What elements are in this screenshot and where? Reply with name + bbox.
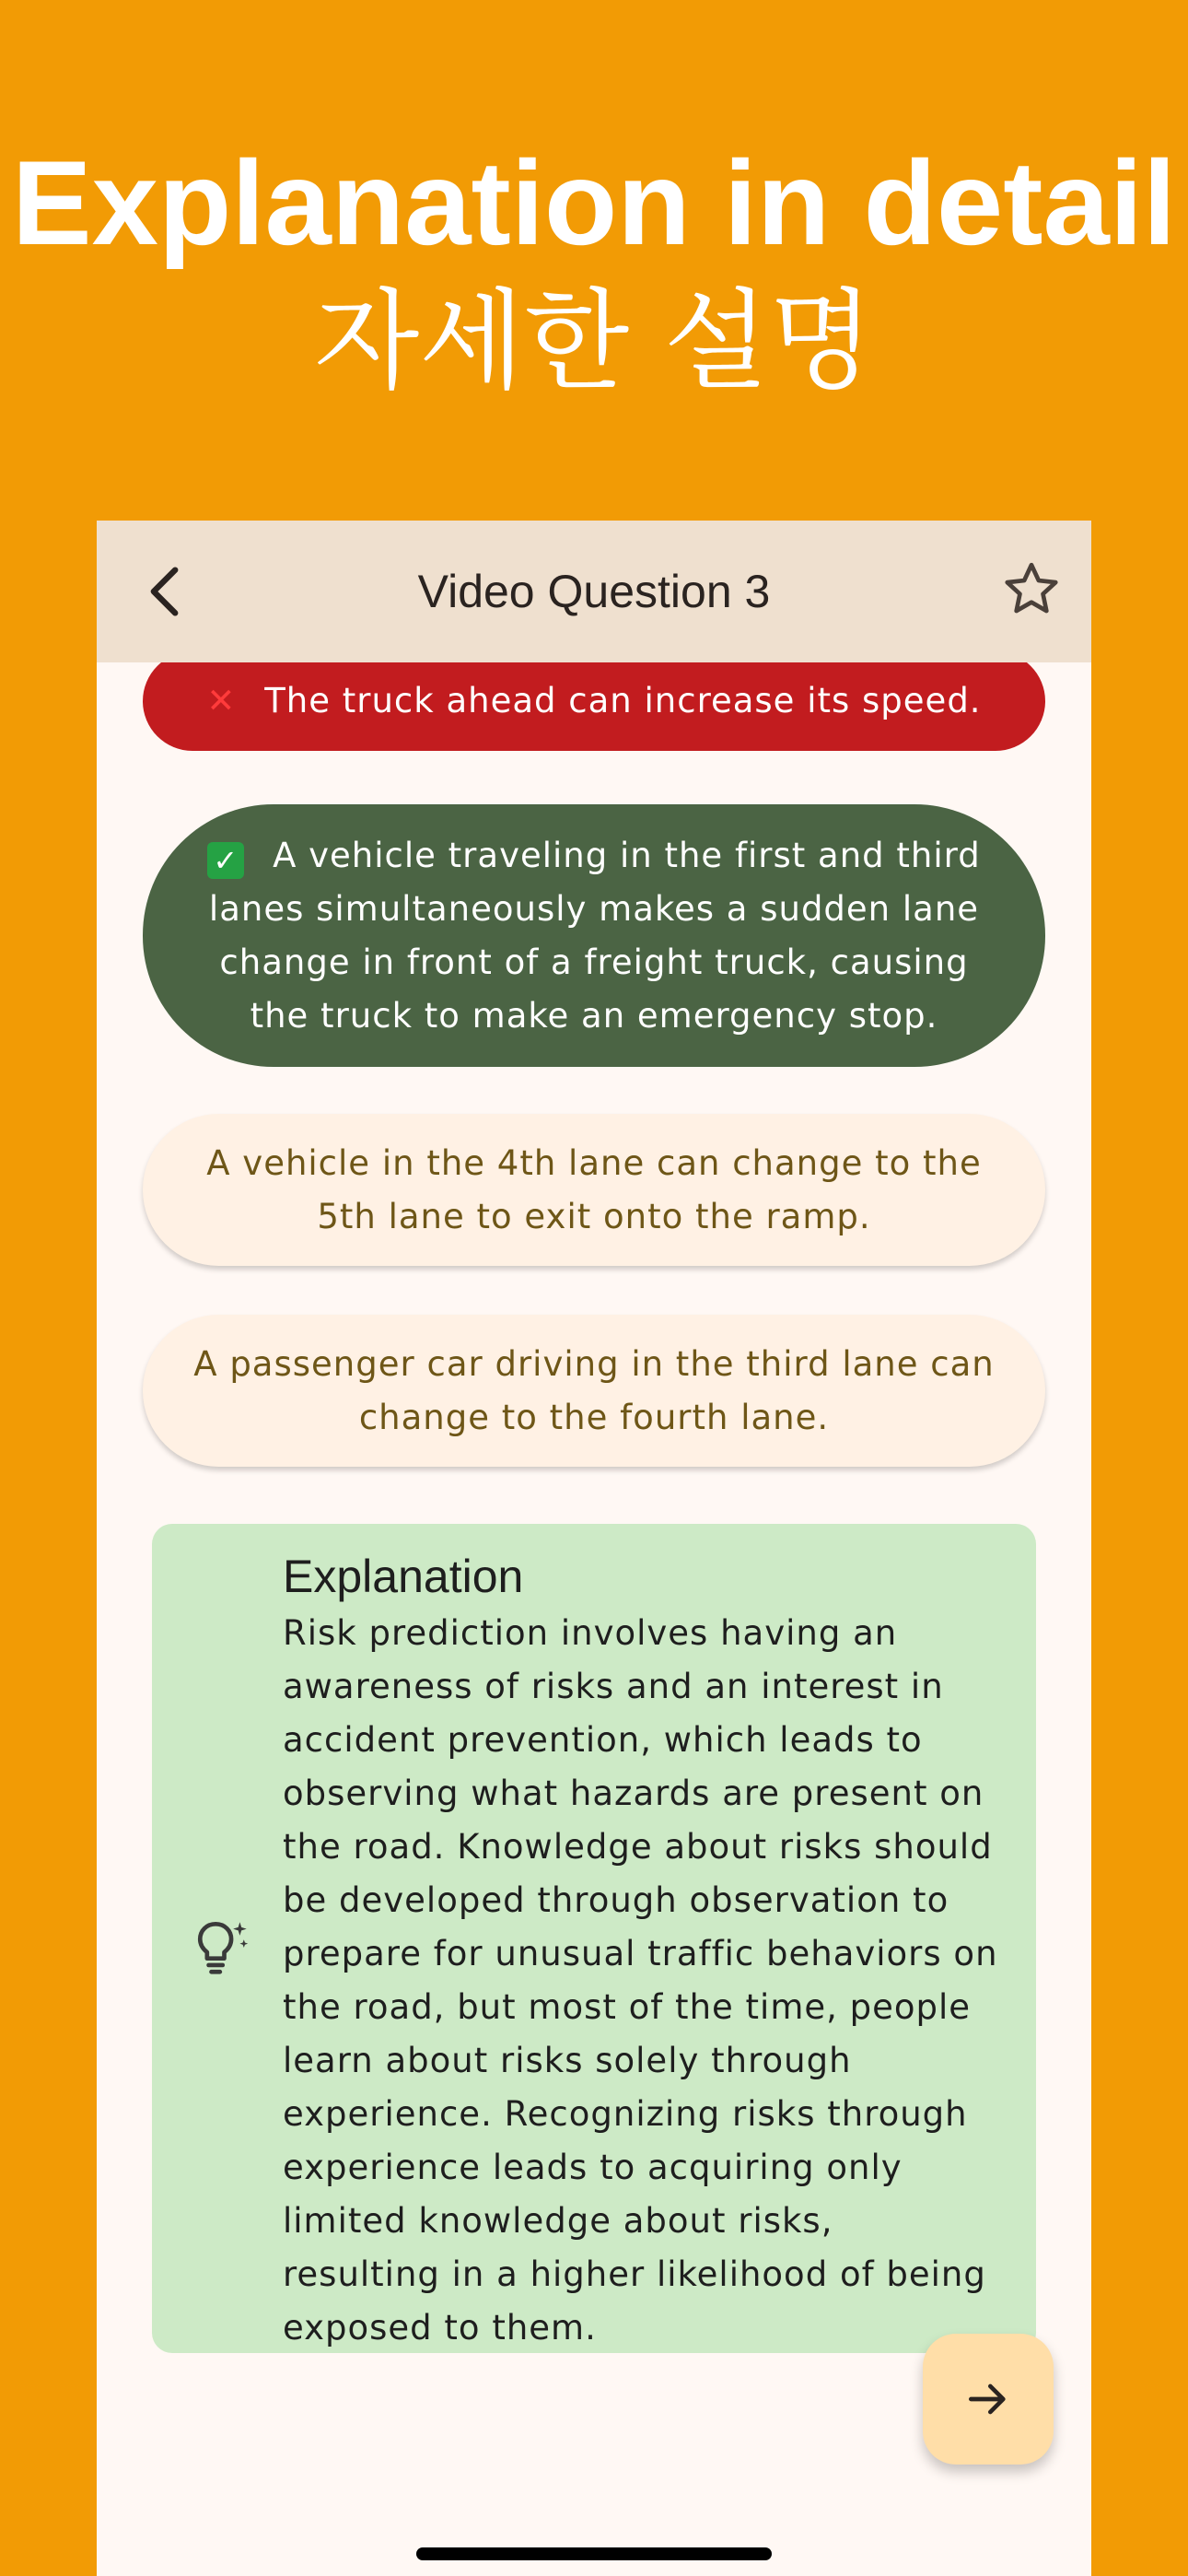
answer-text: The truck ahead can increase its speed.	[264, 681, 982, 720]
arrow-right-icon	[962, 2373, 1014, 2425]
home-indicator	[416, 2547, 772, 2560]
lightbulb-sparkle-icon	[189, 1915, 253, 1980]
explanation-title: Explanation	[283, 1551, 524, 1602]
explanation-body: Risk prediction involves having an awareness of risks and an interest in accident prevention, which leads to observing what hazards are present on the road. Knowledge about risks should be developed through observation to prepare for unusual traffic behaviors on the road, but most of the time, people learn about risks solely through experience. Recognizing risks through experience leads to acquiring only limited knowledge about risks, resulting in a higher likelihood of being exposed to them.	[283, 1613, 998, 2348]
answer-option-correct[interactable]	[143, 804, 1045, 1067]
answer-text: A vehicle in the 4th lane can change to the 5th lane to exit onto the ramp.	[206, 1142, 982, 1236]
answer-text: A vehicle traveling in the first and third lanes simultaneously makes a sudden lane change in front of a freight truck, causing the truck to make an emergency stop.	[208, 835, 981, 1036]
promo-title: Explanation in detail	[11, 135, 1177, 270]
explanation-card	[152, 1524, 1036, 2353]
cross-mark-icon: ✕	[206, 681, 237, 720]
answer-option[interactable]	[143, 1114, 1045, 1266]
check-mark-icon: ✓	[207, 842, 244, 879]
next-button[interactable]	[923, 2334, 1054, 2465]
star-outline-icon[interactable]	[999, 557, 1064, 622]
phone-screen	[97, 521, 1091, 2576]
question-content	[97, 662, 1091, 2348]
app-bar	[97, 521, 1091, 662]
page-title: Video Question 3	[417, 566, 771, 617]
answer-option-wrong[interactable]	[143, 651, 1045, 751]
answer-text: A passenger car driving in the third lane can change to the fourth lane.	[193, 1343, 995, 1437]
answer-option[interactable]	[143, 1315, 1045, 1467]
promo-subtitle: 자세한 설명	[314, 277, 874, 404]
